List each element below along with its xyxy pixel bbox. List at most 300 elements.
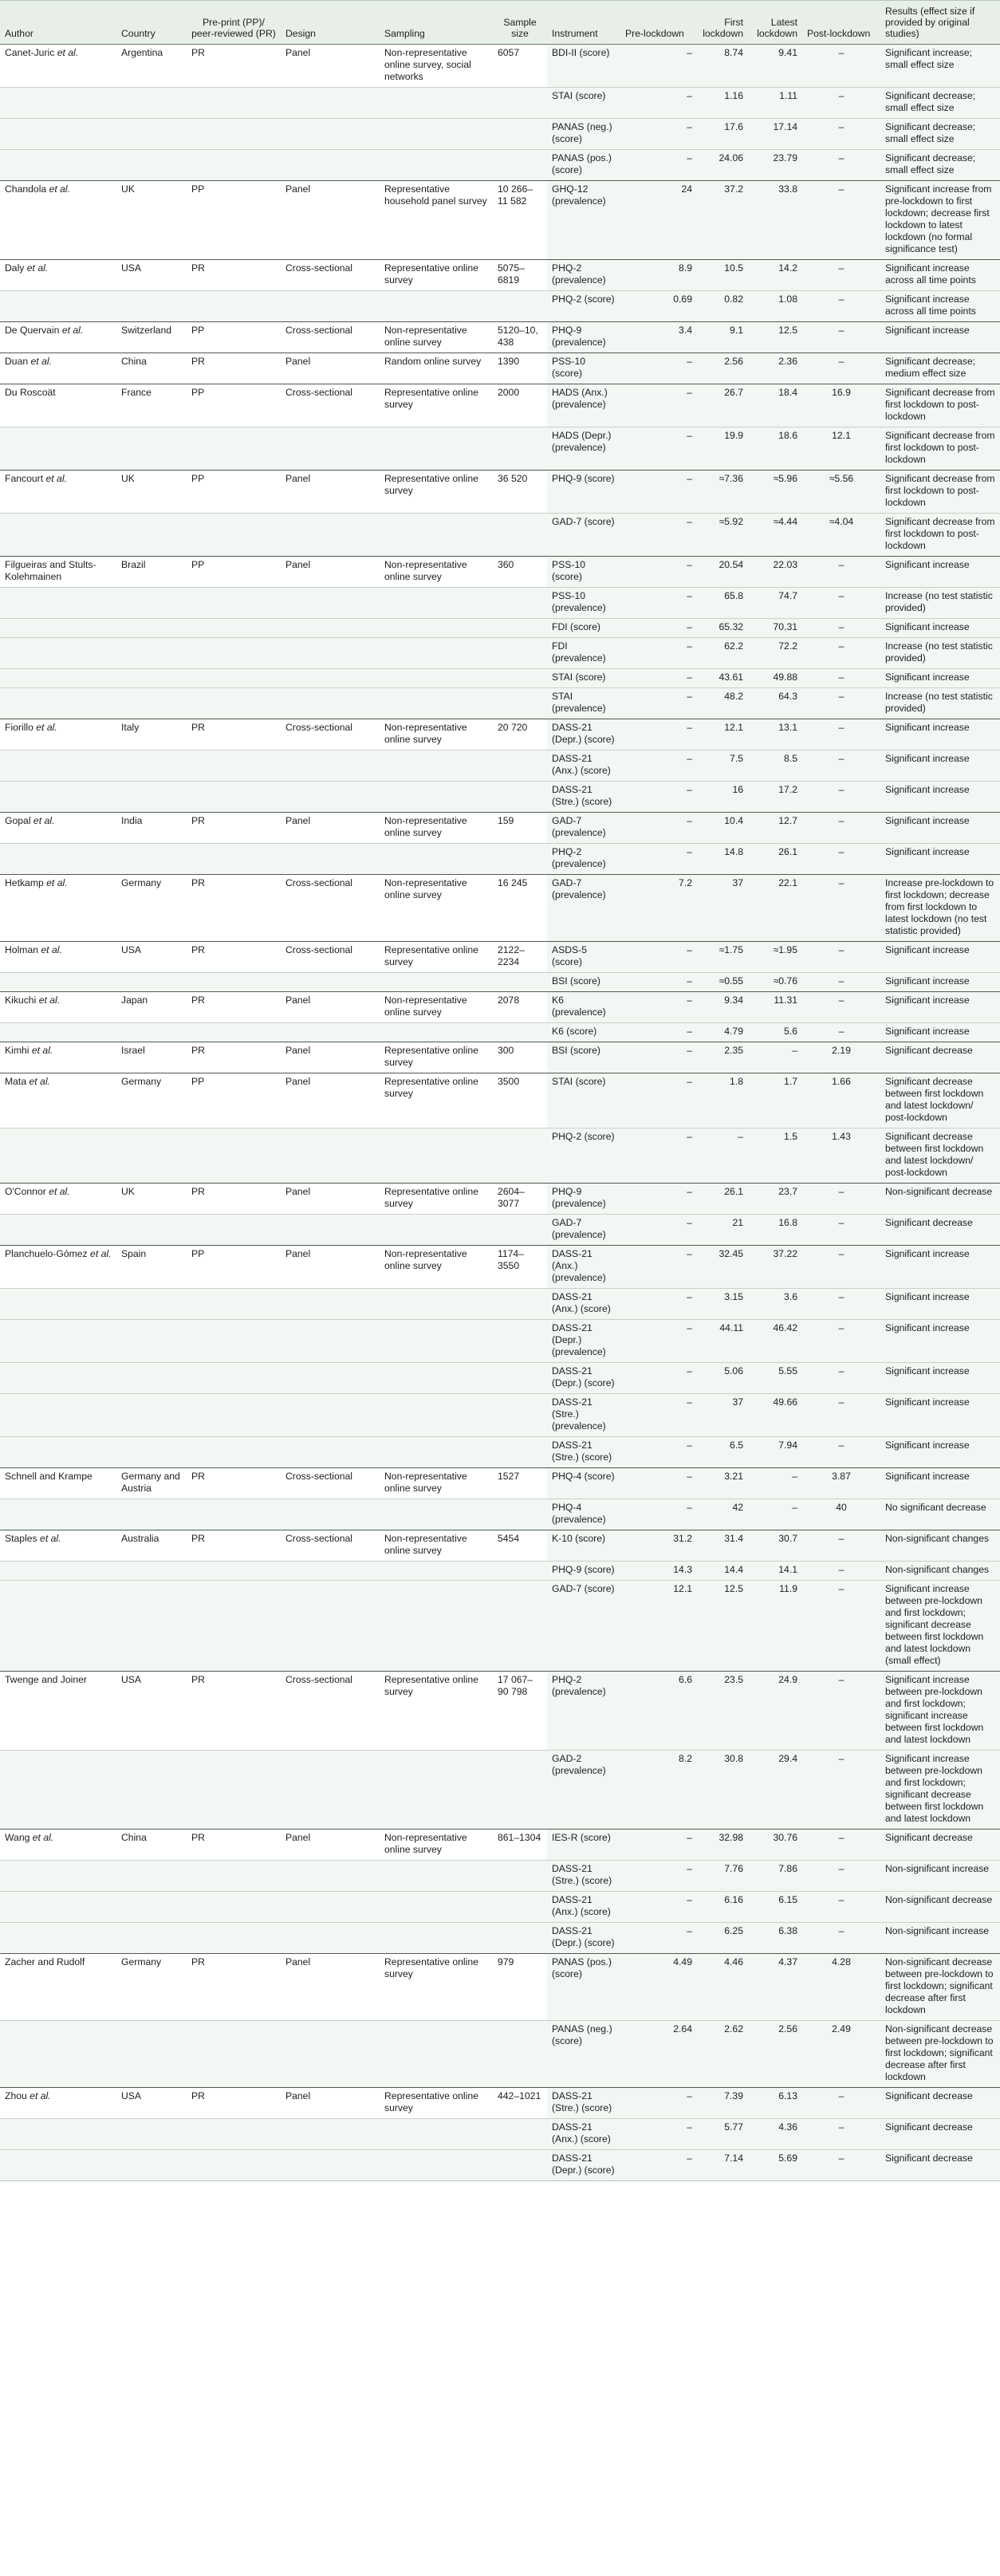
author-et-al: et al. [61,325,84,336]
cell-latest-lockdown: 1.5 [748,1128,802,1184]
table-row [0,1468,1000,1499]
cell-preprint-status [187,1023,281,1042]
cell-country [116,1215,187,1246]
cell-instrument: GAD-7 (prevalence) [547,875,620,942]
cell-country [116,2119,187,2150]
table-row [0,2119,1000,2150]
cell-post-lockdown: 4.28 [802,1954,880,2021]
cell-preprint-status [187,1289,281,1320]
cell-instrument: PHQ-4 (score) [547,1468,620,1499]
cell-first-lockdown: 43.61 [697,669,748,688]
cell-first-lockdown: 8.74 [697,45,748,88]
cell-pre-lockdown: 0.69 [620,291,697,322]
cell-post-lockdown: – [802,1672,880,1751]
cell-author [0,1499,116,1530]
table-row [0,1042,1000,1073]
cell-first-lockdown: 2.35 [697,1042,748,1073]
author-et-al: et al. [33,815,55,826]
cell-results: Significant decrease; medium effect size [880,353,1000,384]
author-et-al: et al. [40,1533,61,1544]
cell-instrument: PSS-10 (score) [547,557,620,588]
cell-first-lockdown: 17.6 [697,119,748,150]
cell-author [0,719,116,750]
author-name: Staples [5,1533,41,1544]
cell-author [0,557,116,588]
cell-design [281,688,380,719]
cell-instrument: DASS-21 (Depr.) (score) [547,1923,620,1954]
cell-results: Increase (no test statistic provided) [880,688,1000,719]
author-et-al: et al. [32,1832,54,1843]
cell-country: Germany [116,875,187,942]
cell-pre-lockdown: – [620,1246,697,1289]
cell-latest-lockdown: 30.7 [748,1530,802,1562]
header-row [0,1,1000,45]
cell-instrument: DASS-21 (Stre.) (score) [547,1437,620,1468]
cell-latest-lockdown: 2.36 [748,353,802,384]
cell-sampling [380,1215,493,1246]
cell-post-lockdown: 40 [802,1499,880,1530]
cell-sampling: Non-representative online survey [380,1468,493,1499]
table-row [0,942,1000,973]
cell-instrument: HADS (Anx.) (prevalence) [547,384,620,427]
cell-author [0,1363,116,1394]
cell-latest-lockdown: 3.6 [748,1289,802,1320]
cell-sampling [380,619,493,638]
cell-pre-lockdown: 6.6 [620,1672,697,1751]
cell-latest-lockdown: 74.7 [748,588,802,619]
cell-pre-lockdown: – [620,1830,697,1861]
cell-country: Germany [116,1954,187,2021]
cell-author [0,1581,116,1672]
cell-country [116,1363,187,1394]
cell-preprint-status [187,1562,281,1581]
cell-preprint-status [187,1892,281,1923]
table-row [0,1215,1000,1246]
cell-sample-size: 5120–10, 438 [493,322,547,353]
cell-sampling [380,973,493,992]
cell-sampling [380,1023,493,1042]
cell-sample-size: 2078 [493,992,547,1023]
cell-preprint-status [187,588,281,619]
cell-author [0,1394,116,1437]
cell-post-lockdown: – [802,2150,880,2181]
cell-pre-lockdown: – [620,992,697,1023]
cell-post-lockdown: – [802,619,880,638]
cell-post-lockdown: ≈4.04 [802,514,880,557]
table-row [0,88,1000,119]
cell-first-lockdown: 37.2 [697,181,748,260]
cell-sampling: Non-representative online survey [380,813,493,844]
cell-country [116,619,187,638]
header-sample-size: Sample size [493,1,547,45]
cell-post-lockdown: – [802,688,880,719]
cell-latest-lockdown: 14.1 [748,1562,802,1581]
cell-sample-size: 300 [493,1042,547,1073]
cell-results: Significant decrease between first lockdown and latest lockdown/ post-lockdown [880,1128,1000,1184]
cell-sampling: Non-representative online survey [380,322,493,353]
cell-sampling [380,688,493,719]
table-row [0,427,1000,471]
cell-instrument: DASS-21 (Anx.) (score) [547,1289,620,1320]
cell-results: No significant decrease [880,1499,1000,1530]
cell-sample-size [493,1861,547,1892]
cell-sampling [380,514,493,557]
cell-country [116,973,187,992]
cell-design: Cross-sectional [281,1672,380,1751]
cell-latest-lockdown: 22.1 [748,875,802,942]
cell-sampling: Non-representative online survey [380,1530,493,1562]
cell-sampling: Non-representative online survey [380,1246,493,1289]
cell-preprint-status: PP [187,557,281,588]
cell-design [281,1751,380,1830]
cell-sample-size [493,514,547,557]
cell-author [0,1042,116,1073]
cell-pre-lockdown: – [620,750,697,782]
cell-country: Germany and Austria [116,1468,187,1499]
cell-sample-size: 20 720 [493,719,547,750]
cell-sample-size: 979 [493,1954,547,2021]
cell-sampling: Representative online survey [380,1672,493,1751]
cell-author [0,844,116,875]
cell-pre-lockdown: – [620,719,697,750]
cell-author [0,1923,116,1954]
author-et-al: et al. [31,1045,53,1056]
cell-sample-size: 360 [493,557,547,588]
cell-post-lockdown: – [802,1437,880,1468]
author-name: Kimhi [5,1045,32,1056]
cell-sample-size [493,638,547,669]
cell-preprint-status: PR [187,2088,281,2119]
cell-pre-lockdown: – [620,471,697,514]
cell-pre-lockdown: – [620,88,697,119]
cell-instrument: DASS-21 (Stre.) (score) [547,782,620,813]
cell-sampling [380,588,493,619]
cell-first-lockdown: 23.5 [697,1672,748,1751]
cell-sampling [380,1562,493,1581]
cell-results: Significant increase [880,619,1000,638]
cell-design: Panel [281,1830,380,1861]
cell-author [0,181,116,260]
cell-design: Cross-sectional [281,1468,380,1499]
cell-sample-size [493,1394,547,1437]
cell-author [0,1215,116,1246]
cell-design: Cross-sectional [281,1530,380,1562]
cell-sample-size [493,291,547,322]
cell-sampling: Representative online survey [380,1073,493,1128]
cell-latest-lockdown: 72.2 [748,638,802,669]
cell-design [281,1394,380,1437]
cell-instrument: PHQ-2 (prevalence) [547,1672,620,1751]
cell-instrument: HADS (Depr.) (prevalence) [547,427,620,471]
cell-sample-size [493,1923,547,1954]
cell-preprint-status [187,750,281,782]
cell-design [281,1363,380,1394]
cell-latest-lockdown: ≈0.76 [748,973,802,992]
table-row [0,1499,1000,1530]
cell-pre-lockdown: – [620,427,697,471]
cell-preprint-status [187,2150,281,2181]
cell-sample-size [493,150,547,181]
cell-latest-lockdown: 30.76 [748,1830,802,1861]
cell-results: Significant decrease from first lockdown to post-lockdown [880,427,1000,471]
author-et-al: et al. [30,356,52,367]
cell-results: Significant increase [880,750,1000,782]
cell-results: Significant decrease [880,1042,1000,1073]
table-row [0,1363,1000,1394]
cell-first-lockdown: 14.4 [697,1562,748,1581]
table-row [0,514,1000,557]
cell-results: Significant decrease between first lockdown and latest lockdown/ post-lockdown [880,1073,1000,1128]
cell-instrument: PANAS (neg.) (score) [547,119,620,150]
cell-latest-lockdown: 5.6 [748,1023,802,1042]
cell-design [281,291,380,322]
cell-sample-size [493,1581,547,1672]
cell-results: Significant increase across all time points [880,291,1000,322]
cell-latest-lockdown: 37.22 [748,1246,802,1289]
author-name: Zhou [5,2090,30,2101]
cell-author [0,291,116,322]
cell-pre-lockdown: – [620,1861,697,1892]
cell-country [116,1289,187,1320]
cell-country [116,427,187,471]
cell-preprint-status: PP [187,181,281,260]
cell-author [0,1861,116,1892]
cell-pre-lockdown: – [620,1042,697,1073]
cell-sampling [380,844,493,875]
author-name: Fiorillo [5,722,37,733]
author-et-al: et al. [49,1186,70,1197]
cell-design [281,619,380,638]
cell-post-lockdown: – [802,813,880,844]
cell-post-lockdown: – [802,1892,880,1923]
author-name: Holman [5,944,41,955]
cell-first-lockdown: 9.1 [697,322,748,353]
cell-results: Non-significant changes [880,1530,1000,1562]
cell-first-lockdown: 62.2 [697,638,748,669]
cell-country: Switzerland [116,322,187,353]
cell-post-lockdown: – [802,669,880,688]
cell-first-lockdown: 6.16 [697,1892,748,1923]
cell-post-lockdown: – [802,1751,880,1830]
cell-sampling: Non-representative online survey, social networks [380,45,493,88]
cell-preprint-status: PR [187,1530,281,1562]
cell-instrument: IES-R (score) [547,1830,620,1861]
cell-preprint-status: PR [187,1954,281,2021]
cell-author [0,750,116,782]
cell-design [281,1923,380,1954]
header-author: Author [0,1,116,45]
cell-design [281,973,380,992]
table-row [0,750,1000,782]
cell-post-lockdown: – [802,2088,880,2119]
cell-first-lockdown: 24.06 [697,150,748,181]
cell-sample-size [493,619,547,638]
cell-post-lockdown: – [802,150,880,181]
cell-first-lockdown: 10.4 [697,813,748,844]
cell-design: Panel [281,557,380,588]
cell-first-lockdown: 6.25 [697,1923,748,1954]
cell-post-lockdown: – [802,1530,880,1562]
cell-post-lockdown: – [802,638,880,669]
cell-preprint-status [187,1499,281,1530]
cell-sampling: Representative household panel survey [380,181,493,260]
cell-results: Significant increase [880,973,1000,992]
cell-sample-size [493,1892,547,1923]
cell-sampling: Representative online survey [380,384,493,427]
table-row [0,260,1000,291]
cell-post-lockdown: – [802,844,880,875]
cell-first-lockdown: 6.5 [697,1437,748,1468]
cell-pre-lockdown: – [620,353,697,384]
cell-preprint-status: PR [187,992,281,1023]
cell-results: Significant increase [880,1289,1000,1320]
cell-sampling [380,1751,493,1830]
cell-first-lockdown: 4.79 [697,1023,748,1042]
cell-pre-lockdown: – [620,1892,697,1923]
cell-instrument: PHQ-4 (prevalence) [547,1499,620,1530]
cell-results: Significant increase [880,1468,1000,1499]
cell-post-lockdown: – [802,88,880,119]
cell-sampling: Non-representative online survey [380,557,493,588]
cell-results: Significant increase [880,1394,1000,1437]
table-row [0,1128,1000,1184]
cell-author [0,1023,116,1042]
cell-latest-lockdown: 29.4 [748,1751,802,1830]
cell-pre-lockdown: 12.1 [620,1581,697,1672]
cell-preprint-status: PR [187,45,281,88]
cell-instrument: DASS-21 (Anx.) (prevalence) [547,1246,620,1289]
cell-post-lockdown: – [802,1023,880,1042]
cell-latest-lockdown: 18.4 [748,384,802,427]
cell-latest-lockdown: ≈4.44 [748,514,802,557]
cell-preprint-status [187,669,281,688]
cell-post-lockdown: 1.43 [802,1128,880,1184]
cell-design [281,782,380,813]
cell-preprint-status [187,619,281,638]
cell-instrument: PSS-10 (prevalence) [547,588,620,619]
cell-pre-lockdown: 4.49 [620,1954,697,2021]
table-row [0,1394,1000,1437]
cell-latest-lockdown: 6.13 [748,2088,802,2119]
cell-first-lockdown: – [697,1128,748,1184]
author-et-al: et al. [29,1076,50,1087]
author-name: Zacher and Rudolf [5,1956,85,1967]
table-row [0,2088,1000,2119]
cell-sampling: Representative online survey [380,2088,493,2119]
cell-design: Panel [281,353,380,384]
cell-latest-lockdown: 33.8 [748,181,802,260]
cell-instrument: DASS-21 (Depr.) (score) [547,2150,620,2181]
cell-results: Significant increase across all time points [880,260,1000,291]
cell-first-lockdown: ≈0.55 [697,973,748,992]
cell-instrument: STAI (prevalence) [547,688,620,719]
cell-results: Significant increase from pre-lockdown to first lockdown; decrease first lockdown to latest lockdown (no formal significance test) [880,181,1000,260]
cell-design: Panel [281,1042,380,1073]
cell-design [281,1562,380,1581]
cell-design: Cross-sectional [281,942,380,973]
cell-country [116,1751,187,1830]
cell-country [116,1861,187,1892]
table-row [0,1073,1000,1128]
cell-country: Spain [116,1246,187,1289]
cell-latest-lockdown: 7.86 [748,1861,802,1892]
cell-preprint-status: PR [187,260,281,291]
cell-country [116,688,187,719]
cell-author [0,942,116,973]
cell-results: Significant increase between pre-lockdown and first lockdown; significant decrease between first lockdown and latest lockdown [880,1751,1000,1830]
cell-instrument: STAI (score) [547,669,620,688]
cell-preprint-status: PR [187,1184,281,1215]
table-row [0,1751,1000,1830]
cell-sample-size: 3500 [493,1073,547,1128]
cell-instrument: GAD-7 (prevalence) [547,813,620,844]
author-name: Kikuchi [5,995,39,1006]
cell-results: Non-significant decrease between pre-lockdown to first lockdown; significant decrease after first lockdown [880,2021,1000,2088]
cell-instrument: K-10 (score) [547,1530,620,1562]
cell-sampling [380,1320,493,1363]
cell-results: Non-significant decrease [880,1892,1000,1923]
cell-sample-size [493,1363,547,1394]
cell-author [0,260,116,291]
cell-instrument: DASS-21 (Stre.) (score) [547,1861,620,1892]
cell-country [116,1394,187,1437]
cell-preprint-status [187,973,281,992]
cell-sample-size: 442–1021 [493,2088,547,2119]
cell-first-lockdown: 16 [697,782,748,813]
table-body [0,45,1000,2181]
cell-country: Japan [116,992,187,1023]
cell-first-lockdown: ≈5.92 [697,514,748,557]
cell-latest-lockdown: 1.7 [748,1073,802,1128]
table-row [0,638,1000,669]
cell-instrument: GHQ-12 (prevalence) [547,181,620,260]
cell-country [116,119,187,150]
cell-sample-size [493,1437,547,1468]
author-et-al: et al. [49,183,71,195]
cell-first-lockdown: 9.34 [697,992,748,1023]
cell-latest-lockdown: 70.31 [748,619,802,638]
table-row [0,973,1000,992]
cell-preprint-status: PP [187,1073,281,1128]
cell-sample-size [493,750,547,782]
cell-sample-size: 2122–2234 [493,942,547,973]
cell-instrument: DASS-21 (Depr.) (score) [547,1363,620,1394]
author-name: Wang [5,1832,33,1843]
cell-pre-lockdown: – [620,119,697,150]
table-row [0,1672,1000,1751]
cell-instrument: GAD-2 (prevalence) [547,1751,620,1830]
cell-first-lockdown: 3.21 [697,1468,748,1499]
cell-author [0,688,116,719]
cell-sampling [380,88,493,119]
cell-sampling: Random online survey [380,353,493,384]
cell-post-lockdown: – [802,1394,880,1437]
cell-design: Panel [281,1246,380,1289]
cell-sampling [380,119,493,150]
cell-author [0,619,116,638]
cell-design [281,1581,380,1672]
cell-results: Significant decrease; small effect size [880,150,1000,181]
cell-country [116,1128,187,1184]
cell-results: Significant increase [880,844,1000,875]
cell-pre-lockdown: – [620,1320,697,1363]
cell-results: Increase pre-lockdown to first lockdown; decrease from first lockdown to latest lockdown (no test statistic provided) [880,875,1000,942]
cell-country [116,291,187,322]
cell-latest-lockdown: 12.5 [748,322,802,353]
cell-instrument: BDI-II (score) [547,45,620,88]
cell-first-lockdown: 32.45 [697,1246,748,1289]
cell-results: Significant increase [880,1246,1000,1289]
